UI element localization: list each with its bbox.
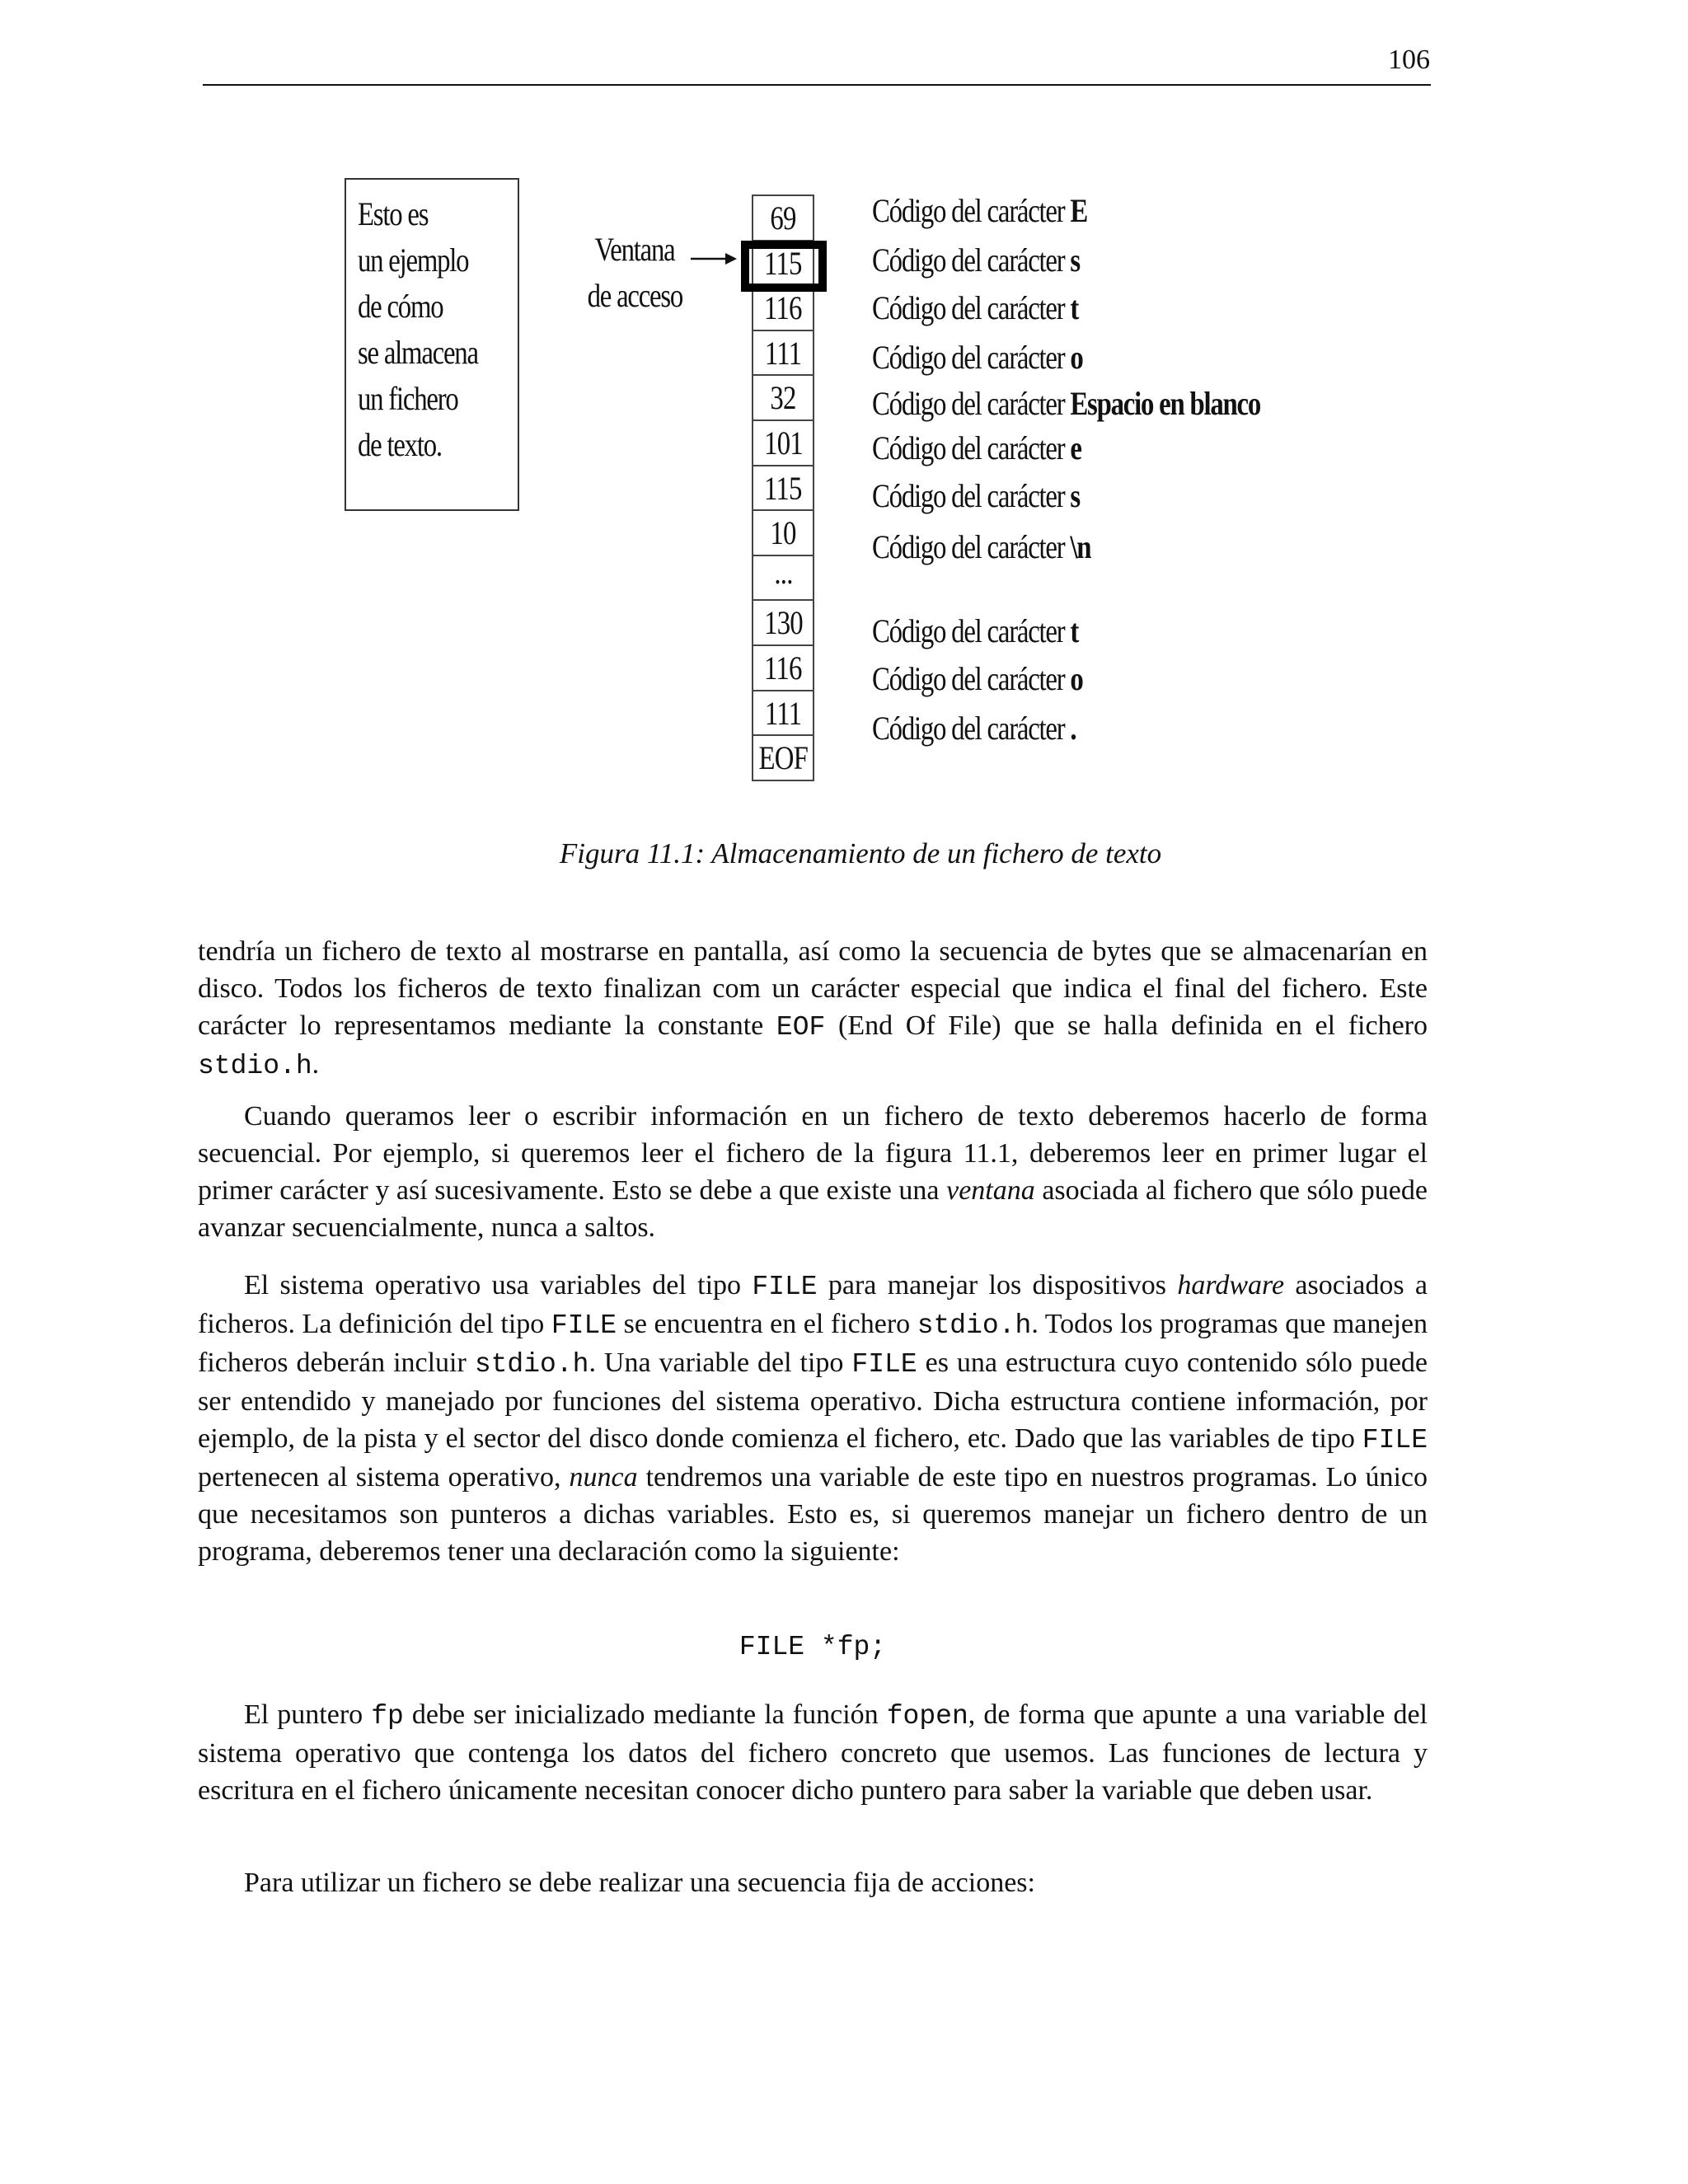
code-label: Código del carácter t — [872, 289, 1079, 326]
code-label: Código del carácter \n — [872, 528, 1091, 565]
header-rule — [203, 84, 1431, 86]
window-label — [577, 227, 692, 319]
byte-cell: 10 — [752, 509, 814, 556]
figure-caption: Figura 11.1: Almacenamiento de un fichero de texto — [559, 837, 1162, 869]
body-text — [198, 1629, 1428, 1666]
paragraph: Cuando queramos leer o escribir información en un fichero de texto deberemos hacerlo de forma secuencial. Por ejemplo, si queremos leer el fichero de la figura 11.1, deberemos leer en primer lugar el primer carácter y así sucesivamente. Esto se debe a que existe una ventana asociada al fichero que sólo puede avanzar secuencialmente, nunca a saltos. — [198, 1101, 1428, 1243]
arrow-icon — [689, 249, 738, 269]
byte-cell: 111 — [752, 690, 814, 737]
window-label-line: de acceso — [587, 277, 683, 314]
text-file-box — [345, 178, 519, 511]
code-line: FILE *fp; — [738, 1632, 887, 1662]
code-label: Código del carácter s — [872, 477, 1080, 514]
text-line: un fichero — [358, 380, 458, 417]
body-text — [198, 1696, 1428, 1809]
paragraph: tendría un fichero de texto al mostrarse en pantalla, así como la secuencia de bytes que se almacenarían en disco. Todos los ficheros de texto finalizan com un carácter especial que indica el final del fichero. Este carácter lo representamos mediante la constante EOF (End Of File) que se halla definida en el fichero stdio.h. — [198, 936, 1428, 1081]
code-label: Código del carácter s — [872, 241, 1080, 279]
byte-cell: 115 — [752, 240, 814, 287]
body-text — [198, 933, 1428, 1085]
text-line: se almacena — [358, 334, 478, 371]
code-label: Código del carácter e — [872, 429, 1081, 466]
byte-cell: 130 — [752, 599, 814, 646]
access-window-marker — [741, 241, 827, 292]
body-text — [198, 1098, 1428, 1246]
byte-cell: 32 — [752, 374, 814, 421]
window-label-line: Ventana — [594, 231, 675, 268]
paragraph: El puntero fp debe ser inicializado mediante la función fopen, de forma que apunte a una variable del sistema operativo que contenga los datos del fichero concreto que usemos. Las funciones de lectura y escritura en el fichero únicamente necesitan conocer dicho puntero para saber la variable que deben usar. — [198, 1699, 1428, 1806]
code-label: Código del carácter t — [872, 612, 1079, 649]
body-text — [198, 1864, 1428, 1901]
byte-cell: 101 — [752, 419, 814, 466]
page-number: 106 — [1388, 45, 1430, 75]
byte-cell: 116 — [752, 644, 814, 691]
text-line: un ejemplo — [358, 241, 469, 279]
code-label: Código del carácter E — [872, 192, 1088, 229]
byte-cell: 69 — [752, 194, 814, 241]
code-label: Código del carácter Espacio en blanco — [872, 385, 1261, 422]
body-text — [198, 1267, 1428, 1570]
text-line: de texto. — [358, 426, 442, 463]
text-line: de cómo — [358, 288, 443, 325]
byte-cell: 111 — [752, 330, 814, 377]
text-line: Esto es — [358, 195, 429, 232]
byte-cell: EOF — [752, 734, 814, 781]
paragraph: Para utilizar un fichero se debe realizar una secuencia fija de acciones: — [244, 1868, 1035, 1898]
paragraph: El sistema operativo usa variables del tipo FILE para manejar los dispositivos hardware asociados a ficheros. La definición del tipo FILE se encuentra en el fichero stdio.h. Todos los programas que manejen ficheros deberán incluir stdio.h. Una variable del tipo FILE es una estructura cuyo contenido sólo puede ser entendido y manejado por funciones del sistema operativo. Dicha estructura contiene información, por ejemplo, de la pista y el sector del disco donde comienza el fichero, etc. Dado que las variables de tipo FILE pertenecen al sistema operativo, nunca tendremos una variable de este tipo en nuestros programas. Lo único que necesitamos son punteros a dichas variables. Esto es, si queremos manejar un fichero dentro de un programa, deberemos tener una declaración como la siguiente: — [198, 1270, 1428, 1567]
byte-cell: ... — [752, 555, 814, 602]
code-label: Código del carácter o — [872, 339, 1083, 376]
code-label: Código del carácter o — [872, 660, 1083, 697]
byte-cell: 116 — [752, 284, 814, 331]
byte-cell: 115 — [752, 465, 814, 512]
code-label: Código del carácter . — [872, 710, 1076, 747]
